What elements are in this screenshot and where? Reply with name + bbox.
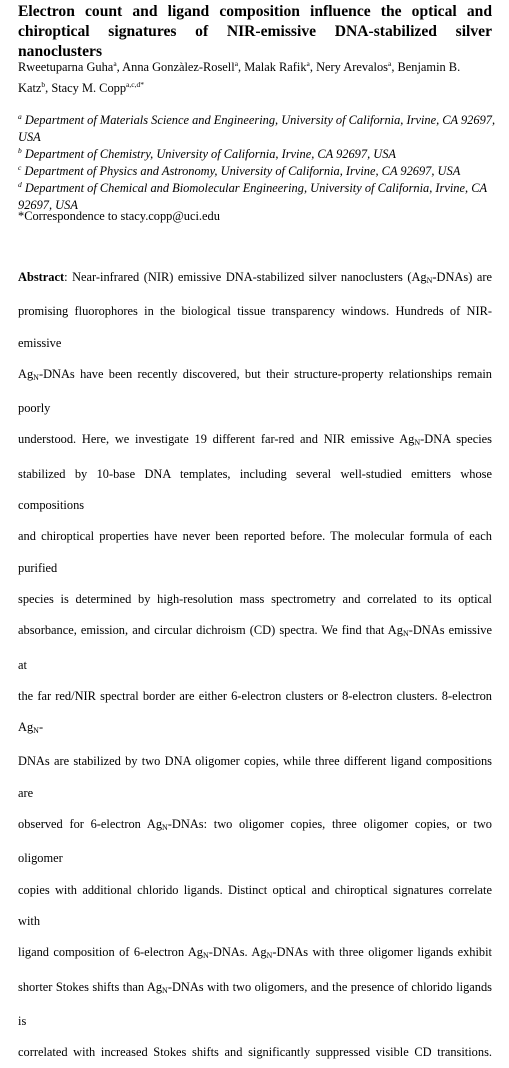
abstract-line: DNAs are stabilized by two DNA oligomer copies, while three different ligand compositions are <box>18 754 492 800</box>
subscript: N <box>266 951 273 961</box>
subscript: N <box>202 951 209 961</box>
abstract-line: $Ag_N$-DNAs have been recently discovered, but their structure-property relationships remain poorly <box>18 366 492 416</box>
author: Anna Gonzàlez-Rosell$^a$ <box>122 59 239 75</box>
author: Rweetuparna Guha$^a$ <box>18 59 117 75</box>
subscript: N <box>162 985 168 995</box>
author: Malak Rafik$^a$ <box>244 59 310 75</box>
abstract-line: stabilized by 10-base DNA templates, including several well-studied emitters whose compositions <box>18 466 492 513</box>
abstract-line: copies with additional chlorido ligands. Distinct optical and chiroptical signatures correlate with <box>18 882 492 928</box>
abstract-line: and chiroptical properties have never been reported before. The molecular formula of each purified <box>18 529 492 575</box>
subscript: N <box>402 629 409 639</box>
correspondence-note: *Correspondence to stacy.copp@uci.edu <box>18 209 220 223</box>
abstract-line: understood. Here, we investigate 19 different far-red and NIR emissive $Ag_N$-DNA species <box>18 432 492 448</box>
affiliation-d: $^d$ Department of Chemical and Biomolecular Engineering, University of California, Irvine, CA 92697, USA <box>18 180 488 213</box>
abstract-line: ligand composition of 6-electron $Ag_N$-DNAs. $Ag_N$-DNAs with three oligomer ligands exhibit <box>18 945 492 961</box>
abstract-line: observed for 6-electron $Ag_N$-DNAs: two oligomer copies, three oligomer copies, or two oligomer <box>18 817 492 866</box>
abstract <box>18 262 492 1068</box>
abstract-line: species is determined by high-resolution mass spectrometry and correlated to its optical <box>18 591 492 606</box>
paper-title: Electron count and ligand composition influence the optical and chiroptical signatures of NIR-emissive DNA-stabilized silver nanoclusters <box>18 3 492 60</box>
affiliation-a: $^a$ Department of Materials Science and Engineering, University of California, Irvine, CA 92697, USA <box>18 112 496 145</box>
subscript: N <box>33 726 39 736</box>
subscript: N <box>414 438 421 448</box>
subscript: N <box>426 276 433 285</box>
subscript: N <box>162 823 168 833</box>
author-list: Rweetuparna Guha$^a$, Anna Gonzàlez-Rosell$^a$, Malak Rafik$^a$, Nery Arevalos$^a$, Benjamin B. Katz$^b$, Stacy M. Copp$^{a,c,d*}$ <box>18 59 461 96</box>
abstract-line: shorter Stokes shifts than $Ag_N$-DNAs with two oligomers, and the presence of chlorido ligands is <box>18 979 492 1028</box>
author: Benjamin B. Katz$^b$ <box>18 60 461 96</box>
abstract-line: absorbance, emission, and circular dichroism (CD) spectra. We find that $Ag_N$-DNAs emissive at <box>18 623 492 672</box>
abstract-line: promising fluorophores in the biological tissue transparency windows. Hundreds of NIR-emissive <box>18 304 492 350</box>
author: Stacy M. Copp$^{a,c,d*}$ <box>51 80 144 96</box>
abstract-line: correlated with increased Stokes shifts and significantly suppressed visible CD transitions. <box>18 1045 492 1060</box>
author: Nery Arevalos$^a$ <box>316 59 392 75</box>
abstract-line: Abstract: Near-infrared (NIR) emissive DNA-stabilized silver nanoclusters $(Ag_N-DNAs)$ are <box>18 270 492 285</box>
affiliation-b: $^b$ Department of Chemistry, University of California, Irvine, CA 92697, USA <box>18 146 396 162</box>
subscript: N <box>33 372 39 382</box>
abstract-line: the far red/NIR spectral border are either 6-electron clusters or 8-electron clusters. 8-electron $Ag_N-$ <box>18 688 492 736</box>
abstract-label: Abstract <box>18 270 65 284</box>
affiliation-c: $^c$ Department of Physics and Astronomy, University of California, Irvine, CA 92697, USA <box>18 163 461 179</box>
